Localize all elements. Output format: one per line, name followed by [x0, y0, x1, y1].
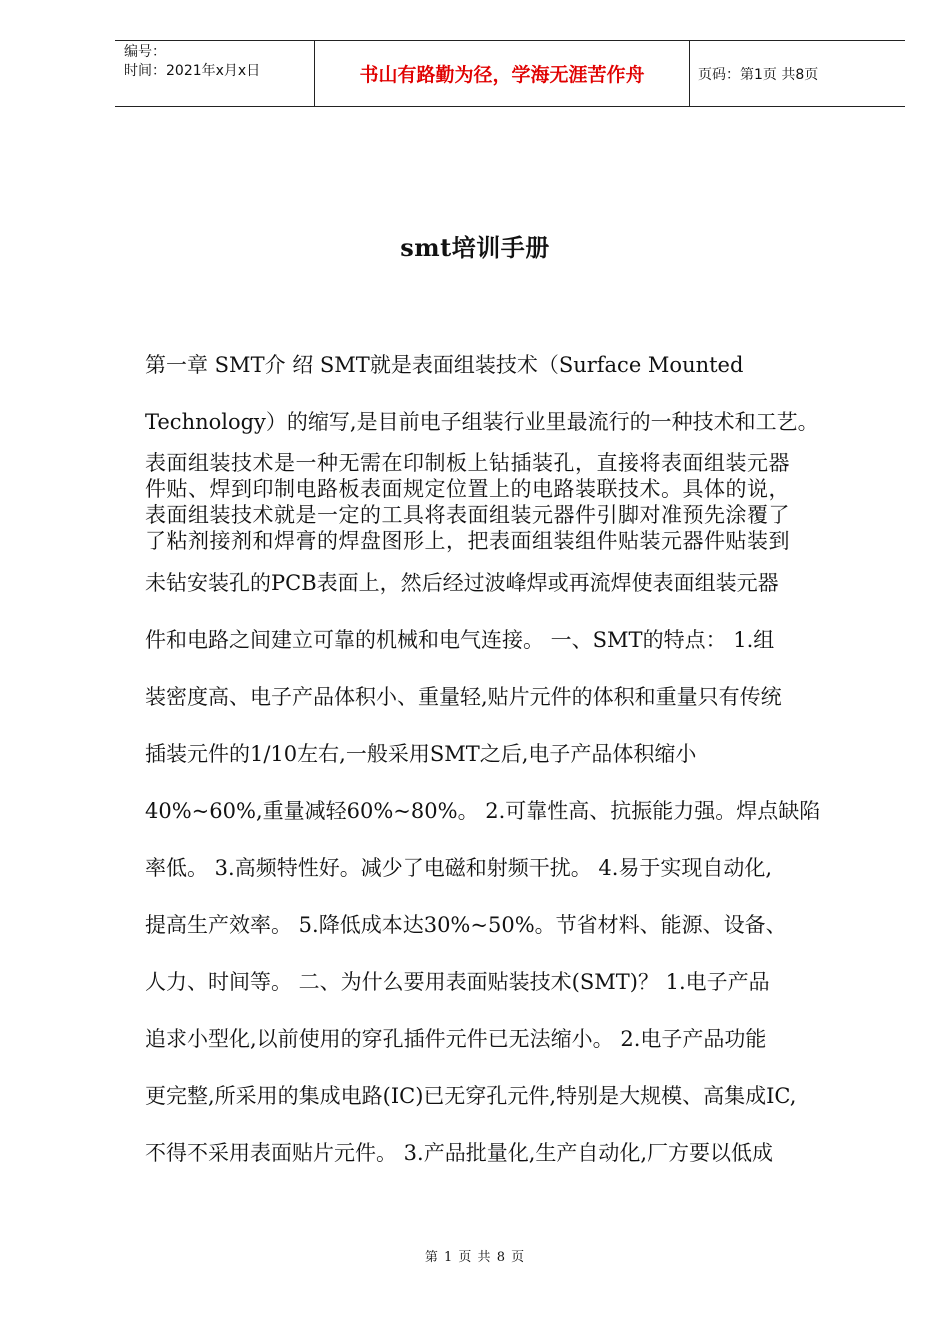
header-page-label: 页码：第1页 共8页: [698, 66, 819, 83]
body-line: 40%~60%,重量减轻60%~80%。 2.可靠性高、抗振能力强。焊点缺陷: [145, 799, 821, 823]
body-line: 插装元件的1/10左右,一般采用SMT之后,电子产品体积缩小: [145, 742, 697, 766]
document-title: smt培训手册: [400, 233, 550, 262]
time-label: 时间：2021年x月x日: [124, 63, 261, 79]
body-line: 率低。 3.高频特性好。减少了电磁和射频干扰。 4.易于实现自动化,: [145, 856, 773, 880]
body-line: 件和电路之间建立可靠的机械和电气连接。 一、SMT的特点： 1.组: [145, 628, 775, 652]
number-label: 编号：: [124, 44, 166, 60]
page-footer: 第 1 页 共 8 页: [424, 1250, 526, 1265]
header-meta: [115, 41, 315, 106]
body-line: 件贴、焊到印制电路板表面规定位置上的电路装联技术。具体的说，: [145, 477, 790, 501]
document-body: [145, 340, 880, 1168]
header-motto: 书山有路勤为径，学海无涯苦作舟: [315, 41, 690, 106]
body-line: 第一章 SMT介 绍 SMT就是表面组装技术（Surface Mounted: [145, 353, 744, 377]
body-line: 装密度高、电子产品体积小、重量轻,贴片元件的体积和重量只有传统: [145, 685, 782, 709]
body-line: 不得不采用表面贴片元件。 3.产品批量化,生产自动化,厂方要以低成: [145, 1141, 774, 1165]
body-line: 更完整,所采用的集成电路(IC)已无穿孔元件,特别是大规模、高集成IC,: [145, 1084, 797, 1108]
body-line: 人力、时间等。 二、为什么要用表面贴装技术(SMT)？ 1.电子产品: [145, 970, 770, 994]
body-line: 未钻安装孔的PCB表面上，然后经过波峰焊或再流焊使表面组装元器: [145, 571, 779, 595]
body-line: 提高生产效率。 5.降低成本达30%~50%。节省材料、能源、设备、: [145, 913, 787, 937]
body-line: 追求小型化,以前使用的穿孔插件元件已无法缩小。 2.电子产品功能: [145, 1027, 767, 1051]
body-line: 了粘剂接剂和焊膏的焊盘图形上，把表面组装组件贴装元器件贴装到: [145, 529, 790, 553]
body-line: 表面组装技术就是一定的工具将表面组装元器件引脚对准预先涂覆了: [145, 503, 790, 527]
body-line: Technology）的缩写,是目前电子组装行业里最流行的一种技术和工艺。: [145, 410, 819, 434]
page-header: [115, 40, 905, 107]
body-line: 表面组装技术是一种无需在印制板上钻插装孔，直接将表面组装元器: [145, 451, 790, 475]
